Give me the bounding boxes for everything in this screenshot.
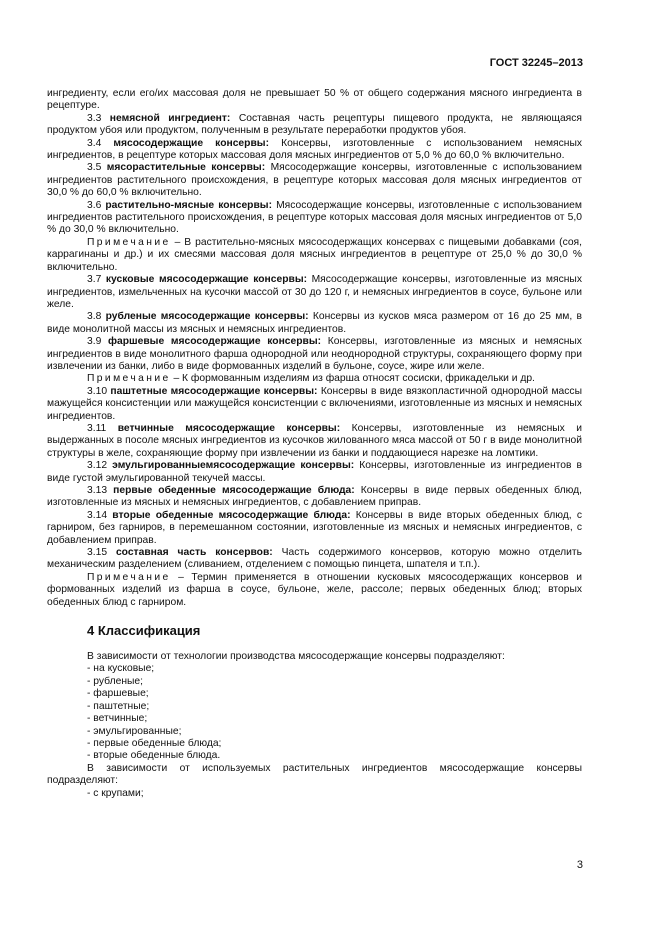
note-paragraph-1 xyxy=(47,237,582,274)
term-text: Консервы из кусков мяса размером от 16 до 25 мм, в виде монолитной массы из мясных и немясных ингредиентов. xyxy=(47,311,582,335)
term-name: первые обеденные мясосодержащие блюда: xyxy=(113,485,355,496)
term-definition xyxy=(47,113,582,138)
term-definition xyxy=(47,138,582,163)
note-label: Примечание xyxy=(87,373,171,385)
list-item: - ветчинные; xyxy=(87,713,148,725)
list-item: - на кусковые; xyxy=(87,663,155,675)
term-name: эмульгированныемясосодержащие консервы: xyxy=(112,460,355,472)
term-number: 3.9 xyxy=(87,336,102,348)
term-number: 3.6 xyxy=(87,199,102,211)
term-name: немясной ингредиент: xyxy=(109,112,231,124)
term-text: Составная часть рецептуры пищевого продукта, не являющаяся продуктом убоя или продуктом, полученным в результате переработки продуктов убоя. xyxy=(47,112,582,137)
term-name: мясорастительные консервы: xyxy=(106,162,266,174)
note-text: – К формованным изделиям из фарша относят сосиски, фрикадельки и др. xyxy=(170,373,535,385)
term-name: растительно-мясные консервы: xyxy=(105,199,273,211)
term-text: Консервы в виде первых обеденных блюд, изготовленные из мясных и немясных ингредиентов, с добавлением приправ. xyxy=(47,485,582,509)
list-item: - паштетные; xyxy=(87,700,150,712)
note-text: – Термин применяется в отношении кусковых мясосодержащих консервов и формованных изделий из фарша в соусе, бульоне, желе, рассоле; первых обеденных блюд; вторых обеденных блюд с гарниром. xyxy=(47,571,582,608)
term-name: паштетные мясосодержащие консервы: xyxy=(110,385,318,397)
classification-list-2 xyxy=(47,788,582,800)
list-item: - вторые обеденные блюда. xyxy=(87,750,221,762)
document-code: ГОСТ 32245–2013 xyxy=(489,57,583,69)
classification-list xyxy=(47,663,582,762)
term-text: Консервы в виде вторых обеденных блюд, с гарниром, без гарниров, в перемешанном состоянии, изготовленные из мясных и немясных ингредиентов, с добавлением приправ. xyxy=(47,509,582,546)
term-number: 3.8 xyxy=(87,311,102,323)
terms-group-b xyxy=(47,274,582,373)
list-item: - рубленые; xyxy=(87,675,144,687)
term-number: 3.4 xyxy=(87,137,102,149)
section-intro-2: В зависимости от используемых растительных ингредиентов мясосодержащие консервы подразделяют: xyxy=(47,762,582,787)
term-text: Консервы, изготовленные с использованием немясных ингредиентов, в рецептуре которых массовая доля мясных ингредиентов от 5,0 % до 60,0 % включительно. xyxy=(47,137,582,162)
terms-group-c xyxy=(47,386,582,572)
page-number: 3 xyxy=(576,859,583,871)
term-text: Консервы, изготовленные из мясных и немясных ингредиентов в виде монолитного фарша однородной или неоднородной структуры, сохраняющего форму при извлечении из банки, либо в виде формованных изделий в бульоне, соусе, жире или желе. xyxy=(47,336,582,372)
term-definition xyxy=(47,200,582,237)
term-name: вторые обеденные мясосодержащие блюда: xyxy=(112,509,351,521)
list-item: - с крупами; xyxy=(87,787,144,799)
term-number: 3.7 xyxy=(87,274,102,286)
term-number: 3.11 xyxy=(87,422,107,434)
term-text: Консервы в виде вязкопластичной однородной массы мажущейся консистенции или мажущейся консистенции с включениями, изготовленные из мясных и немясных ингредиентов. xyxy=(47,385,582,422)
terms-group-a xyxy=(47,113,582,237)
term-text: Часть содержимого консервов, которую можно отделить механическим разделением (сливанием, отделением с помощью пинцета, шпателя и т.п.). xyxy=(47,547,582,571)
term-text: Мясосодержащие консервы, изготовленные из мясных ингредиентов, измельченных на кусочки массой от 30 до 120 г, и немясных ингредиентов в соусе, бульоне или желе. xyxy=(47,274,582,310)
page-content xyxy=(47,88,582,800)
list-item: - эмульгированные; xyxy=(87,725,182,737)
term-definition xyxy=(47,547,582,572)
term-number: 3.14 xyxy=(87,509,108,521)
term-text: Консервы, изготовленные из немясных и выдержанных в посоле мясных ингредиентов из кусочков жилованного мяса массой от 50 г в виде монолитной структуры в желе, сохраняющие форму при извлечении из банки и поддающиеся нарезке на ломтики. xyxy=(47,422,582,459)
section-heading: 4 Классификация xyxy=(87,623,201,639)
term-definition xyxy=(47,423,582,460)
list-item: - фаршевые; xyxy=(87,688,149,700)
term-text: Консервы, изготовленные из ингредиентов в виде густой эмульгированной текучей массы. xyxy=(47,460,582,484)
term-definition xyxy=(47,510,582,547)
term-number: 3.15 xyxy=(87,547,108,559)
note-paragraph-2 xyxy=(47,373,582,385)
term-number: 3.10 xyxy=(87,385,108,397)
term-number: 3.3 xyxy=(87,112,102,124)
term-definition xyxy=(47,485,582,510)
continuation-paragraph: ингредиенту, если его/их массовая доля не превышает 50 % от общего содержания мясного ингредиента в рецептуре. xyxy=(47,88,582,112)
term-name: составная часть консервов: xyxy=(115,547,273,559)
term-name: кусковые мясосодержащие консервы: xyxy=(105,274,308,286)
section-intro: В зависимости от технологии производства мясосодержащие консервы подразделяют: xyxy=(87,651,505,663)
note-label: Примечание xyxy=(87,236,171,248)
term-name: рубленые мясосодержащие консервы: xyxy=(105,311,309,323)
term-number: 3.5 xyxy=(87,162,102,174)
term-text: Мясосодержащие консервы, изготовленные с использованием ингредиентов растительного происхождения, в рецептуре которых массовая доля мясных ингредиентов от 5,0 % до 30,0 % включительно. xyxy=(47,199,582,236)
term-definition xyxy=(47,460,582,485)
term-definition xyxy=(47,336,582,373)
note-paragraph-3 xyxy=(47,572,582,609)
term-definition xyxy=(47,311,582,336)
note-label: Примечание xyxy=(87,571,171,583)
term-definition xyxy=(47,386,582,423)
term-number: 3.12 xyxy=(87,460,108,472)
term-name: ветчинные мясосодержащие консервы: xyxy=(117,422,341,434)
term-text: Мясосодержащие консервы, изготовленные с использованием ингредиентов растительного происхождения, в рецептуре которых массовая доля мясных ингредиентов от 30,0 % до 60,0 % включительно. xyxy=(47,162,582,199)
term-name: фаршевые мясосодержащие консервы: xyxy=(108,336,322,348)
term-definition xyxy=(47,274,582,311)
term-definition xyxy=(47,162,582,199)
note-text: – В растительно-мясных мясосодержащих консервах с пищевыми добавками (соя, каррагинаны и др.) и их смесями массовая доля мясных ингредиентов в рецептуре от 25,0 % до 30,0 % включительно. xyxy=(47,236,582,273)
term-name: мясосодержащие консервы: xyxy=(113,137,269,149)
term-number: 3.13 xyxy=(87,485,108,496)
list-item: - первые обеденные блюда; xyxy=(87,737,222,749)
